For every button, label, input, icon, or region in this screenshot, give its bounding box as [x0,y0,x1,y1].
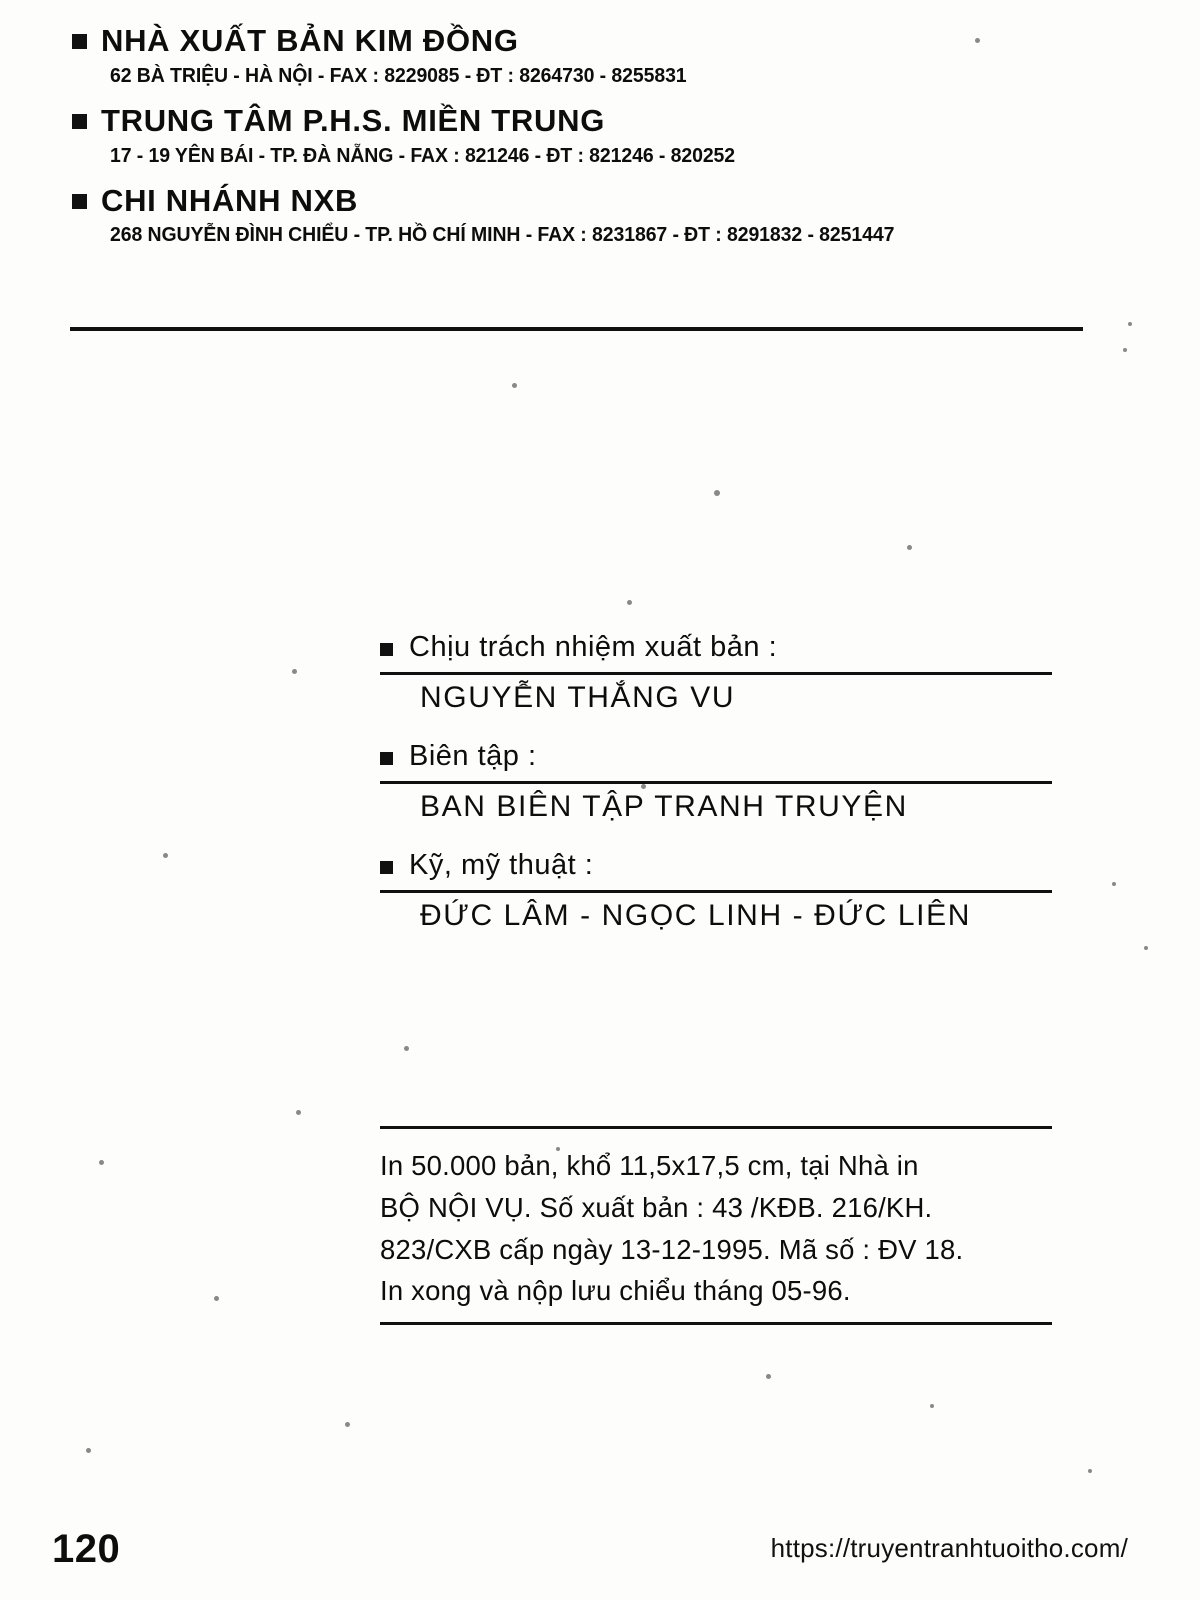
speck [86,1448,91,1453]
publisher-heading [72,182,1082,221]
speck [627,600,632,605]
page-number: 120 [52,1527,121,1571]
speck [1128,322,1132,326]
publisher-entry [72,22,1082,88]
speck [296,1110,301,1115]
credit-person-name: NGUYỄN THẮNG VU [420,680,736,714]
credit-role-label: Biên tập : [409,739,537,772]
credit-role-label: Kỹ, mỹ thuật : [409,848,594,881]
credit-item [380,741,1052,824]
speck [345,1422,350,1427]
credit-item [380,632,1052,715]
speck [907,545,912,550]
publisher-heading [72,102,1082,141]
source-url-link[interactable]: https://truyentranhtuoitho.com/ [770,1533,1128,1563]
speck [404,1046,409,1051]
square-bullet-icon [72,34,87,49]
printing-divider-bottom [380,1322,1052,1325]
credits-block [380,632,1052,959]
speck [163,853,168,858]
speck [930,1404,934,1408]
speck [214,1296,219,1301]
publisher-address: 268 NGUYỄN ĐÌNH CHIỂU - TP. HỒ CHÍ MINH - FAX : 8231867 - ĐT : 8291832 - 8251447 [110,223,895,247]
speck [1112,882,1116,886]
speck [714,490,720,496]
printing-info-lines [380,1129,1052,1322]
speck [766,1374,771,1379]
publisher-heading [72,22,1082,61]
publisher-name: CHI NHÁNH NXB [101,182,359,218]
square-bullet-icon [380,752,393,765]
publisher-block [72,22,1082,261]
speck [99,1160,104,1165]
credit-divider [380,672,1052,675]
square-bullet-icon [72,194,87,209]
credit-person-name: ĐỨC LÂM - NGỌC LINH - ĐỨC LIÊN [420,898,971,932]
speck [1088,1469,1092,1473]
publisher-address: 62 BÀ TRIỆU - HÀ NỘI - FAX : 8229085 - ĐT : 8264730 - 8255831 [110,63,687,87]
credit-role-label: Chịu trách nhiệm xuất bản : [409,631,778,663]
printing-info-line: In 50.000 bản, khổ 11,5x17,5 cm, tại Nhà in [380,1150,919,1181]
publisher-name: NHÀ XUẤT BẢN KIM ĐỒNG [101,23,519,58]
publisher-name: TRUNG TÂM P.H.S. MIỀN TRUNG [101,102,606,138]
printing-info-line: In xong và nộp lưu chiểu tháng 05-96. [380,1275,851,1307]
printing-info-line: 823/CXB cấp ngày 13-12-1995. Mã số : ĐV 18. [380,1233,964,1265]
square-bullet-icon [72,114,87,129]
speck [292,669,297,674]
square-bullet-icon [380,643,393,656]
speck [1123,348,1127,352]
credit-divider [380,890,1052,893]
credit-person-name: BAN BIÊN TẬP TRANH TRUYỆN [420,789,908,823]
speck [1144,946,1148,950]
printing-info-line: BỘ NỘI VỤ. Số xuất bản : 43 /KĐB. 216/KH. [380,1191,933,1223]
speck [512,383,517,388]
credit-role-row [380,850,1052,882]
publisher-address: 17 - 19 YÊN BÁI - TP. ĐÀ NẴNG - FAX : 821246 - ĐT : 821246 - 820252 [110,143,736,167]
credit-role-row [380,741,1052,773]
horizontal-divider [70,327,1083,331]
credit-role-row [380,632,1052,664]
credit-item [380,850,1052,933]
publisher-entry [72,102,1082,168]
square-bullet-icon [380,861,393,874]
printing-info-block [380,1126,1052,1325]
publisher-entry [72,182,1082,248]
credit-divider [380,781,1052,784]
